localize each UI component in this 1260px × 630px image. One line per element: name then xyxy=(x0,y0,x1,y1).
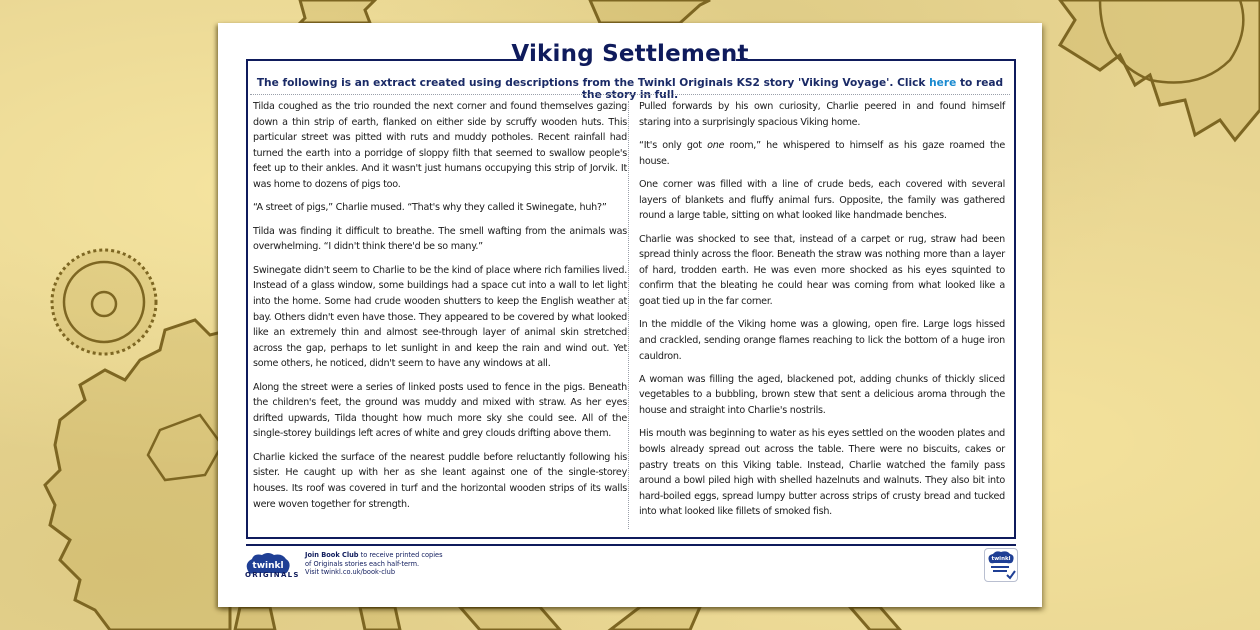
gear-icon xyxy=(360,607,400,630)
gear-icon xyxy=(460,607,560,630)
book-club-label: Join Book Club xyxy=(305,551,359,559)
svg-text:twinkl: twinkl xyxy=(252,561,284,571)
paragraph: Charlie was shocked to see that, instead of a carpet or rug, straw had been spread thinly across the floor. Beneath the straw was nothing more than a layer of hard, trodden earth. He was even more shocked as his eyes squinted to confirm that the bleating he could hear was coming from what looked like a goat tied up in the far corner. xyxy=(639,233,1005,307)
intro-after-link: to read the story in full. xyxy=(581,77,1004,101)
gear-icon xyxy=(300,0,375,23)
intro-text xyxy=(248,77,1012,101)
intro-before-link: The following is an extract created using descriptions from the Twinkl Originals KS2 story 'Viking Voyage'. Click xyxy=(256,77,930,89)
paragraph: A woman was filling the aged, blackened pot, adding chunks of thickly sliced vegetables to a bubbling, brown stew that sent a delicious aroma through the house and straight into Charlie's nostrils. xyxy=(639,373,1005,417)
svg-text:twinkl: twinkl xyxy=(991,556,1011,562)
read-story-link[interactable]: here xyxy=(929,77,957,89)
paragraph: In the middle of the Viking home was a glowing, open fire. Large logs hissed and crackled, sending orange flames reaching to lick the bottom of a huge iron cauldron. xyxy=(639,319,1005,362)
logo-subtitle: ORIGINALS xyxy=(245,571,300,579)
quote-start: “It's only got xyxy=(639,139,708,151)
footer-divider xyxy=(246,544,1016,546)
dotted-divider xyxy=(250,94,1010,95)
quality-approved-icon xyxy=(985,549,1017,581)
book-club-url[interactable]: Visit twinkl.co.uk/book-club xyxy=(305,568,396,577)
paragraph: Charlie kicked the surface of the nearest puddle before reluctantly following his sister. He caught up with her as she leant against one of the single-storey houses. Its roof was covered in turf and the horizontal wooden strips of its walls were woven together for strength. xyxy=(253,451,627,510)
quote-end: room,” he whispered to himself as his gaze roamed the house. xyxy=(639,139,1005,167)
book-club-info xyxy=(305,551,443,577)
paragraph: Tilda coughed as the trio rounded the next corner and found themselves gazing down a thin strip of earth, flanked on either side by scruffy wooden huts. This particular street was pitted with ruts and muddy potholes. Recent rainfall had turned the earth into a porridge of sloppy filth that seemed to swallow people's feet up to their ankles. And it wasn't just humans occupying this strip of Jorvik. It was home to dozens of pigs too. xyxy=(253,101,627,190)
book-club-line1: to receive printed copies xyxy=(358,551,443,559)
right-column xyxy=(639,99,1005,528)
left-column xyxy=(253,99,627,520)
paragraph: “A street of pigs,” Charlie mused. “That's why they called it Swinegate, huh?” xyxy=(253,202,607,214)
gear-icon xyxy=(52,250,156,354)
page-title: Viking Settlement xyxy=(511,41,749,67)
gear-icon xyxy=(235,607,275,630)
paragraph: Tilda was finding it difficult to breathe. The smell wafting from the animals was overwhelming. “I didn't think there'd be so many.” xyxy=(253,225,627,253)
emphasis: one xyxy=(707,139,725,151)
gear-icon xyxy=(610,607,700,630)
gear-icon xyxy=(850,607,900,630)
paragraph: Swinegate didn't seem to Charlie to be the kind of place where rich families lived. Instead of a glass window, some buildings had a space cut into a wall to let light into the home. Some had crude wooden shutters to keep the English weather at bay. Others didn't even have those. They appeared to be covered by what looked like an extremely thin and almost see-through layer of animal skin stretched across the gap, perhaps to let sunlight in and keep the rain and wind out. Yet some others, he noticed, didn't seem to have any windows at all. xyxy=(253,264,627,370)
book-club-line2: of Originals stories each half-term. xyxy=(305,559,420,568)
paragraph xyxy=(639,138,1005,169)
paragraph: Along the street were a series of linked posts used to fence in the pigs. Beneath the children's feet, the ground was muddy and mixed with straw. As her eyes drifted upwards, Tilda thought how much more sky she could see. All of the single-storey buildings left acres of white and grey clouds drifting above them. xyxy=(253,381,627,440)
column-divider xyxy=(628,101,629,529)
quality-badge xyxy=(984,548,1018,582)
paragraph: One corner was filled with a line of crude beds, each covered with several layers of blankets and fluffy animal furs. Opposite, the family was gathered round a large table, sitting on what looked like handmade benches. xyxy=(639,178,1005,222)
worksheet-page xyxy=(218,23,1042,607)
gear-icon xyxy=(590,0,710,23)
paragraph: Pulled forwards by his own curiosity, Charlie peered in and found himself staring into a surprisingly spacious Viking home. xyxy=(639,101,1005,128)
paragraph: His mouth was beginning to water as his eyes settled on the wooden plates and bowls already spread out across the table. There were no biscuits, cakes or pastry treats on this Viking table. Instead, Charlie watched the family pass around a bowl piled high with shelled hazelnuts and walnuts. They also bit into hard-boiled eggs, spread lumpy butter across strips of crusty bread and tucked into what looked like fillets of smoked fish. xyxy=(639,428,1005,518)
gear-icon xyxy=(1060,0,1260,140)
